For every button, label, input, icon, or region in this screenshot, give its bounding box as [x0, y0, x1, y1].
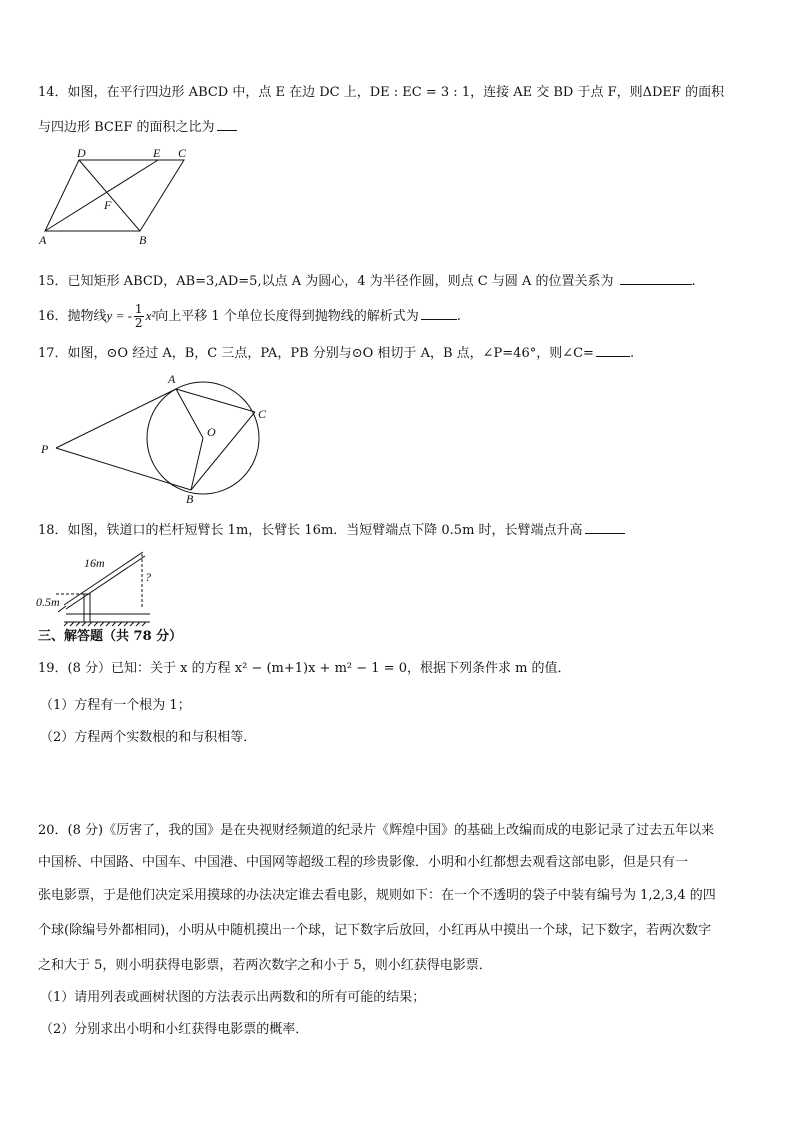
q17-answer-blank	[596, 343, 630, 357]
q17-label-p: P	[41, 442, 49, 456]
q16-line	[38, 303, 461, 330]
q18-label-question: ?	[145, 570, 151, 584]
q14-text-line1: 14．如图，在平行四边形 ABCD 中，点 E 在边 DC 上，DE : EC = 3 : 1，连接 AE 交 BD 于点 F，则ΔDEF 的面积	[38, 85, 725, 100]
q17-label-c: C	[258, 407, 267, 421]
q14-label-d: D	[77, 146, 86, 160]
q20-line3: 张电影票，于是他们决定采用摸球的办法决定谁去看电影，规则如下：在一个不透明的袋子中装有编号为 1,2,3,4 的四	[38, 888, 716, 903]
q14-label-a: A	[39, 233, 47, 247]
q14-text-line2	[38, 117, 237, 137]
q16-prefix: 16．抛物线	[38, 309, 107, 324]
q14-label-f: F	[104, 198, 112, 212]
q17-segment-bc	[191, 412, 255, 490]
q16-end: .	[456, 309, 461, 324]
q14-answer-blank	[217, 117, 237, 131]
q14-parallelogram	[45, 160, 184, 231]
q14-label-c: C	[178, 146, 187, 160]
q18-text: 18．如图，铁道口的栏杆短臂长 1m，长臂长 16m．当短臂端点下降 0.5m 时，长臂端点升高	[38, 523, 583, 538]
q18-railway-barrier-figure	[36, 548, 166, 628]
q18-long-arm-lower	[66, 556, 145, 609]
q17-end: .	[629, 346, 635, 361]
q20-line1: 20．(8 分)《厉害了，我的国》是在央视财经频道的纪录片《辉煌中国》的基础上改编而成的电影记录了过去五年以来	[38, 823, 715, 838]
q17-radius-oa	[176, 389, 203, 438]
q14-parallelogram-figure	[36, 145, 206, 250]
q20-line2: 中国桥、中国路、中国车、中国港、中国网等超级工程的珍贵影像．小明和小红都想去观看这部电影，但是只有一	[38, 855, 689, 870]
q15-answer-blank	[620, 271, 692, 285]
q18-label-short-arm: 0.5m	[36, 595, 60, 609]
q14-label-b: B	[139, 233, 147, 247]
q20-line4: 个球(除编号外都相同)，小明从中随机摸出一个球，记下数字后放回，小红再从中摸出一个球，记下数字，若两次数字	[38, 923, 712, 938]
q20-sub1: （1）请用列表或画树状图的方法表示出两数和的所有可能的结果；	[40, 990, 426, 1005]
q17-tangent-pb	[56, 448, 191, 490]
q15-end: .	[691, 274, 696, 289]
q20-line5: 之和大于 5，则小明获得电影票，若两次数字之和小于 5，则小红获得电影票．	[38, 958, 492, 973]
q14-diagonal-bd	[79, 160, 140, 231]
q17-label-o: O	[207, 425, 216, 439]
q17-line	[38, 343, 634, 363]
q17-label-b: B	[186, 492, 194, 506]
q16-fraction-denominator: 2	[134, 316, 143, 330]
q16-text: 向上平移 1 个单位长度得到抛物线的解析式为	[155, 309, 419, 324]
q19-sub2: （2）方程两个实数根的和与积相等．	[40, 730, 257, 745]
q18-ground-hatching	[64, 622, 146, 626]
q18-answer-blank	[585, 520, 625, 534]
q20-sub2: （2）分别求出小明和小红获得电影票的概率．	[40, 1022, 309, 1037]
q16-fraction	[134, 303, 144, 330]
q17-circle-figure	[36, 368, 276, 508]
q18-pillar	[84, 594, 90, 622]
section3-title: 三、解答题（共 78 分）	[38, 629, 183, 644]
q18-label-long-arm: 16m	[84, 556, 105, 570]
q15-line	[38, 271, 696, 291]
q17-segment-ac	[176, 389, 255, 412]
q19-sub1: （1）方程有一个根为 1；	[40, 698, 191, 713]
q16-answer-blank	[421, 306, 457, 320]
q15-text: 15．已知矩形 ABCD，AB=3,AD=5,以点 A 为圆心，4 为半径作圆，则点 C 与圆 A 的位置关系为	[38, 274, 614, 289]
q16-y-minus: y = -	[106, 308, 132, 323]
q14-label-e: E	[153, 146, 161, 160]
q16-fraction-numerator: 1	[134, 302, 143, 316]
q18-line	[38, 520, 625, 540]
q16-x-squared: x²	[145, 308, 156, 323]
q14-text-line2-content: 与四边形 BCEF 的面积之比为	[38, 120, 215, 135]
q17-tangent-pa	[56, 389, 176, 448]
q19-stem: 19．(8 分）已知：关于 x 的方程 x² − (m+1)x + m² − 1 = 0，根据下列条件求 m 的值．	[38, 661, 571, 676]
q17-text: 17．如图，⊙O 经过 A，B，C 三点，PA，PB 分别与⊙O 相切于 A，B 点，∠P=46°，则∠C=	[38, 346, 594, 361]
q17-label-a: A	[168, 372, 176, 386]
